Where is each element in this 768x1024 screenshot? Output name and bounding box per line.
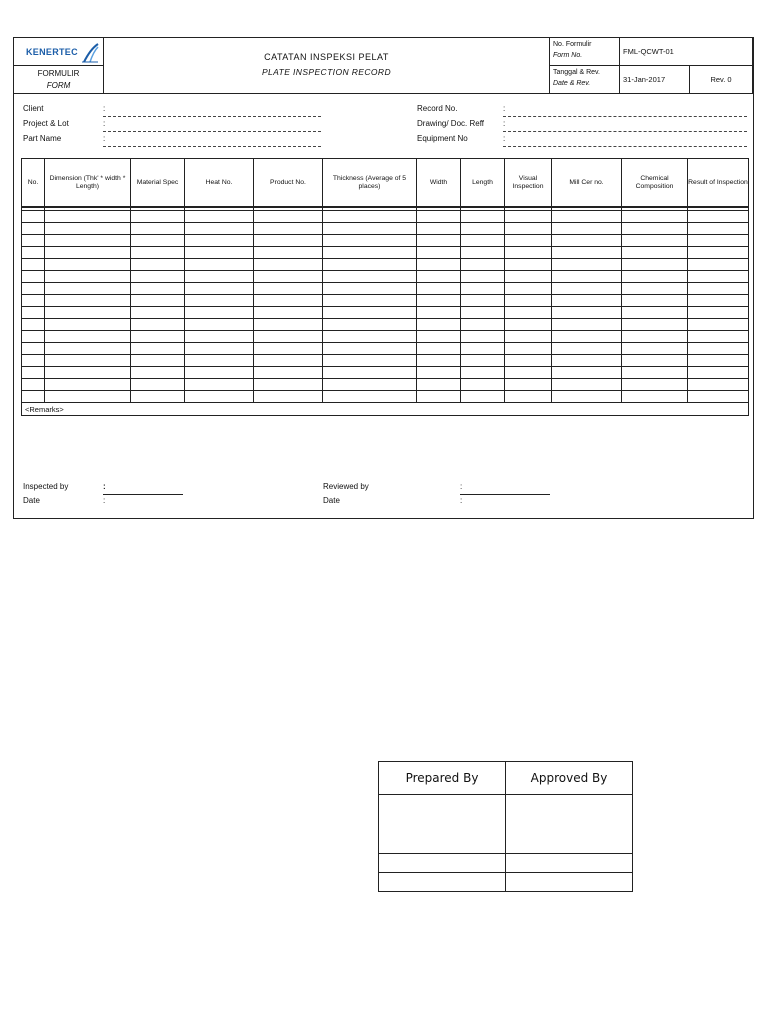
table-cell[interactable] — [323, 367, 417, 379]
table-cell[interactable] — [45, 235, 131, 247]
col-header-mill-cert-no: Mill Cer no. — [552, 159, 622, 208]
table-cell[interactable] — [22, 283, 45, 295]
table-cell[interactable] — [461, 283, 505, 295]
table-header-row — [22, 159, 749, 208]
col-header-width: Width — [417, 159, 461, 208]
table-cell[interactable] — [461, 355, 505, 367]
table-cell[interactable] — [131, 307, 185, 319]
inspection-form-sheet — [13, 37, 754, 519]
drawing-ref-colon: : — [503, 119, 506, 128]
logo-cell — [14, 38, 104, 66]
table-cell[interactable] — [323, 223, 417, 235]
table-cell[interactable] — [461, 319, 505, 331]
equipment-no-label: Equipment No — [417, 134, 468, 143]
approval-box — [378, 761, 633, 892]
table-cell[interactable] — [254, 295, 323, 307]
table-cell[interactable] — [622, 307, 688, 319]
table-row — [22, 307, 749, 319]
table-row — [22, 355, 749, 367]
table-cell[interactable] — [688, 211, 749, 223]
table-cell[interactable] — [417, 235, 461, 247]
col-header-material-spec: Material Spec — [131, 159, 185, 208]
table-cell[interactable] — [22, 319, 45, 331]
rev-value-cell — [690, 66, 753, 93]
table-cell[interactable] — [131, 295, 185, 307]
table-cell[interactable] — [622, 223, 688, 235]
approval-signature-row — [379, 795, 633, 854]
form-header — [14, 38, 753, 94]
table-row — [22, 247, 749, 259]
table-cell[interactable] — [688, 307, 749, 319]
table-cell[interactable] — [185, 319, 254, 331]
table-cell[interactable] — [185, 331, 254, 343]
form-title: CATATAN INSPEKSI PELAT — [264, 52, 389, 62]
table-cell[interactable] — [505, 331, 552, 343]
table-cell[interactable] — [45, 343, 131, 355]
remarks-cell[interactable]: <Remarks> — [22, 403, 749, 416]
table-cell[interactable] — [45, 295, 131, 307]
remarks-row — [22, 403, 749, 416]
table-cell[interactable] — [22, 367, 45, 379]
part-name-input-line[interactable] — [103, 146, 321, 147]
table-cell[interactable] — [323, 259, 417, 271]
table-cell[interactable] — [622, 319, 688, 331]
table-cell[interactable] — [552, 271, 622, 283]
table-cell[interactable] — [131, 259, 185, 271]
table-cell[interactable] — [22, 355, 45, 367]
inspection-table — [21, 158, 749, 416]
table-cell[interactable] — [688, 247, 749, 259]
table-cell[interactable] — [417, 331, 461, 343]
table-cell[interactable] — [461, 307, 505, 319]
table-cell[interactable] — [45, 283, 131, 295]
table-cell[interactable] — [254, 283, 323, 295]
table-cell[interactable] — [185, 307, 254, 319]
project-lot-input-line[interactable] — [103, 131, 321, 132]
table-cell[interactable] — [131, 247, 185, 259]
part-name-colon: : — [103, 134, 106, 143]
table-cell[interactable] — [622, 247, 688, 259]
table-cell[interactable] — [688, 343, 749, 355]
table-cell[interactable] — [417, 367, 461, 379]
table-cell[interactable] — [22, 295, 45, 307]
form-no-value: FML-QCWT-01 — [623, 47, 674, 56]
table-cell[interactable] — [185, 271, 254, 283]
table-cell[interactable] — [505, 319, 552, 331]
client-input-line[interactable] — [103, 116, 321, 117]
col-header-visual-inspection: Visual Inspection — [505, 159, 552, 208]
table-cell[interactable] — [131, 223, 185, 235]
inspected-date-colon: : — [103, 496, 106, 505]
approval-header-row — [379, 762, 633, 795]
table-cell[interactable] — [45, 271, 131, 283]
date-rev-label-cell — [550, 66, 620, 93]
date-rev-label-en: Date & Rev. — [553, 80, 591, 87]
table-cell[interactable] — [417, 259, 461, 271]
table-cell[interactable] — [323, 271, 417, 283]
table-cell[interactable] — [254, 343, 323, 355]
table-cell[interactable] — [185, 391, 254, 403]
table-cell[interactable] — [22, 391, 45, 403]
equipment-no-colon: : — [503, 134, 506, 143]
table-cell[interactable] — [185, 211, 254, 223]
table-cell[interactable] — [254, 379, 323, 391]
table-cell[interactable] — [22, 247, 45, 259]
table-cell[interactable] — [552, 283, 622, 295]
approval-date-row — [379, 873, 633, 892]
table-cell[interactable] — [254, 391, 323, 403]
table-cell[interactable] — [323, 343, 417, 355]
table-cell[interactable] — [688, 271, 749, 283]
table-cell[interactable] — [505, 355, 552, 367]
table-row — [22, 259, 749, 271]
project-lot-colon: : — [103, 119, 106, 128]
table-cell[interactable] — [505, 343, 552, 355]
inspected-by-signature-line[interactable] — [103, 494, 183, 495]
drawing-ref-label: Drawing/ Doc. Reff — [417, 119, 484, 128]
table-cell[interactable] — [622, 235, 688, 247]
table-cell[interactable] — [622, 355, 688, 367]
record-no-label: Record No. — [417, 104, 458, 113]
table-cell[interactable] — [461, 247, 505, 259]
prepared-by-signature[interactable] — [379, 795, 506, 854]
table-cell[interactable] — [688, 319, 749, 331]
col-header-chemical-composition: Chemical Composition — [622, 159, 688, 208]
reviewed-by-label: Reviewed by — [323, 482, 369, 491]
table-body — [22, 207, 749, 416]
table-cell[interactable] — [254, 307, 323, 319]
table-cell[interactable] — [417, 283, 461, 295]
table-cell[interactable] — [417, 223, 461, 235]
table-cell[interactable] — [45, 367, 131, 379]
col-header-product-no: Product No. — [254, 159, 323, 208]
table-cell[interactable] — [505, 367, 552, 379]
inspected-date-label: Date — [23, 496, 40, 505]
form-label-cell — [14, 66, 104, 93]
table-cell[interactable] — [505, 247, 552, 259]
table-cell[interactable] — [552, 223, 622, 235]
table-cell[interactable] — [323, 211, 417, 223]
table-cell[interactable] — [323, 247, 417, 259]
table-cell[interactable] — [131, 319, 185, 331]
table-cell[interactable] — [622, 259, 688, 271]
prepared-by-date[interactable] — [379, 873, 506, 892]
table-cell[interactable] — [22, 235, 45, 247]
reviewed-by-colon: : — [460, 482, 463, 491]
approved-by-signature[interactable] — [506, 795, 633, 854]
form-no-label: No. Formulir — [553, 41, 592, 48]
table-cell[interactable] — [131, 235, 185, 247]
col-header-result: Result of Inspection — [688, 159, 749, 208]
table-cell[interactable] — [45, 319, 131, 331]
table-cell[interactable] — [22, 259, 45, 271]
table-cell[interactable] — [622, 343, 688, 355]
table-cell[interactable] — [505, 223, 552, 235]
form-subtitle: PLATE INSPECTION RECORD — [261, 67, 391, 77]
table-cell[interactable] — [45, 223, 131, 235]
reviewed-date-colon: : — [460, 496, 463, 505]
table-cell[interactable] — [45, 391, 131, 403]
table-cell[interactable] — [45, 307, 131, 319]
table-cell[interactable] — [254, 319, 323, 331]
table-cell[interactable] — [461, 391, 505, 403]
table-cell[interactable] — [131, 211, 185, 223]
form-no-label-cell — [550, 38, 620, 66]
record-no-input-line[interactable] — [503, 116, 747, 117]
table-cell[interactable] — [552, 331, 622, 343]
table-cell[interactable] — [461, 331, 505, 343]
table-row — [22, 331, 749, 343]
prepared-by-header: Prepared By — [379, 762, 506, 795]
table-row — [22, 319, 749, 331]
table-cell[interactable] — [622, 367, 688, 379]
table-row — [22, 223, 749, 235]
table-cell[interactable] — [622, 379, 688, 391]
company-logo-icon — [80, 42, 100, 64]
table-cell[interactable] — [45, 331, 131, 343]
form-label-en: FORM — [46, 81, 71, 90]
col-header-length: Length — [461, 159, 505, 208]
table-row — [22, 343, 749, 355]
table-cell[interactable] — [22, 307, 45, 319]
table-cell[interactable] — [417, 295, 461, 307]
table-cell[interactable] — [622, 295, 688, 307]
table-cell[interactable] — [185, 343, 254, 355]
table-cell[interactable] — [688, 391, 749, 403]
table-cell[interactable] — [688, 367, 749, 379]
col-header-heat-no: Heat No. — [185, 159, 254, 208]
table-cell[interactable] — [185, 283, 254, 295]
table-cell[interactable] — [323, 283, 417, 295]
table-cell[interactable] — [461, 211, 505, 223]
table-cell[interactable] — [131, 367, 185, 379]
table-row — [22, 283, 749, 295]
table-cell[interactable] — [254, 331, 323, 343]
table-cell[interactable] — [622, 391, 688, 403]
table-cell[interactable] — [417, 343, 461, 355]
table-cell[interactable] — [185, 355, 254, 367]
table-cell[interactable] — [45, 247, 131, 259]
table-row — [22, 211, 749, 223]
table-cell[interactable] — [552, 367, 622, 379]
table-cell[interactable] — [185, 235, 254, 247]
table-cell[interactable] — [505, 283, 552, 295]
table-cell[interactable] — [552, 211, 622, 223]
approved-by-date[interactable] — [506, 873, 633, 892]
title-cell — [104, 38, 550, 93]
table-cell[interactable] — [131, 379, 185, 391]
table-cell[interactable] — [688, 379, 749, 391]
table-cell[interactable] — [505, 235, 552, 247]
table-cell[interactable] — [417, 307, 461, 319]
table-cell[interactable] — [505, 295, 552, 307]
table-cell[interactable] — [131, 343, 185, 355]
table-cell[interactable] — [505, 259, 552, 271]
table-cell[interactable] — [688, 283, 749, 295]
table-row — [22, 367, 749, 379]
table-cell[interactable] — [505, 211, 552, 223]
col-header-dimension: Dimension (Thk' * width * Length) — [45, 159, 131, 208]
rev-value: Rev. 0 — [710, 75, 732, 84]
table-cell[interactable] — [461, 223, 505, 235]
table-cell[interactable] — [254, 235, 323, 247]
table-cell[interactable] — [417, 271, 461, 283]
table-cell[interactable] — [185, 259, 254, 271]
table-cell[interactable] — [461, 259, 505, 271]
form-label: FORMULIR — [37, 69, 80, 78]
record-no-colon: : — [503, 104, 506, 113]
col-header-thickness: Thickness (Average of 5 places) — [323, 159, 417, 208]
form-no-value-cell — [620, 38, 753, 66]
inspected-by-colon: : — [103, 482, 106, 491]
table-cell[interactable] — [505, 271, 552, 283]
equipment-no-input-line[interactable] — [503, 146, 747, 147]
reviewed-by-signature-line[interactable] — [460, 494, 550, 495]
table-cell[interactable] — [45, 211, 131, 223]
table-cell[interactable] — [552, 391, 622, 403]
table-cell[interactable] — [622, 331, 688, 343]
table-cell[interactable] — [622, 283, 688, 295]
table-cell[interactable] — [22, 223, 45, 235]
table-cell[interactable] — [688, 355, 749, 367]
table-cell[interactable] — [552, 343, 622, 355]
table-cell[interactable] — [22, 343, 45, 355]
table-cell[interactable] — [131, 283, 185, 295]
table-cell[interactable] — [417, 211, 461, 223]
col-header-no: No. — [22, 159, 45, 208]
table-cell[interactable] — [552, 295, 622, 307]
table-cell[interactable] — [45, 379, 131, 391]
table-cell[interactable] — [505, 391, 552, 403]
table-cell[interactable] — [688, 223, 749, 235]
table-cell[interactable] — [323, 391, 417, 403]
table-cell[interactable] — [417, 391, 461, 403]
date-value-cell — [620, 66, 690, 93]
table-cell[interactable] — [185, 223, 254, 235]
table-cell[interactable] — [254, 367, 323, 379]
table-cell[interactable] — [185, 247, 254, 259]
table-cell[interactable] — [552, 355, 622, 367]
table-cell[interactable] — [552, 319, 622, 331]
table-cell[interactable] — [254, 271, 323, 283]
table-cell[interactable] — [622, 211, 688, 223]
table-cell[interactable] — [461, 235, 505, 247]
table-cell[interactable] — [323, 355, 417, 367]
table-cell[interactable] — [131, 271, 185, 283]
client-label: Client — [23, 104, 44, 113]
table-cell[interactable] — [688, 331, 749, 343]
table-row — [22, 235, 749, 247]
table-cell[interactable] — [254, 259, 323, 271]
prepared-by-name[interactable] — [379, 854, 506, 873]
table-cell[interactable] — [323, 379, 417, 391]
table-cell[interactable] — [254, 355, 323, 367]
table-cell[interactable] — [22, 211, 45, 223]
project-lot-label: Project & Lot — [23, 119, 69, 128]
table-cell[interactable] — [417, 319, 461, 331]
table-row — [22, 271, 749, 283]
table-cell[interactable] — [461, 343, 505, 355]
table-cell[interactable] — [505, 307, 552, 319]
reviewed-date-label: Date — [323, 496, 340, 505]
part-name-label: Part Name — [23, 134, 62, 143]
form-no-label-en: Form No. — [553, 52, 583, 59]
client-colon: : — [103, 104, 106, 113]
table-cell[interactable] — [323, 331, 417, 343]
date-rev-label: Tanggal & Rev. — [553, 69, 600, 76]
table-cell[interactable] — [552, 247, 622, 259]
company-logo-text: KENERTEC — [26, 47, 78, 57]
table-cell[interactable] — [417, 247, 461, 259]
table-cell[interactable] — [22, 331, 45, 343]
table-row — [22, 391, 749, 403]
approval-name-row — [379, 854, 633, 873]
inspected-by-label: Inspected by — [23, 482, 69, 491]
table-cell[interactable] — [323, 307, 417, 319]
table-cell[interactable] — [254, 223, 323, 235]
table-cell[interactable] — [461, 271, 505, 283]
table-cell[interactable] — [461, 367, 505, 379]
table-cell[interactable] — [461, 379, 505, 391]
table-cell[interactable] — [185, 379, 254, 391]
table-cell[interactable] — [552, 235, 622, 247]
table-row — [22, 295, 749, 307]
approved-by-name[interactable] — [506, 854, 633, 873]
table-cell[interactable] — [323, 295, 417, 307]
table-cell[interactable] — [254, 247, 323, 259]
table-cell[interactable] — [323, 235, 417, 247]
table-cell[interactable] — [552, 379, 622, 391]
drawing-ref-input-line[interactable] — [503, 131, 747, 132]
table-cell[interactable] — [505, 379, 552, 391]
table-cell[interactable] — [323, 319, 417, 331]
table-cell[interactable] — [552, 307, 622, 319]
table-cell[interactable] — [22, 379, 45, 391]
table-cell[interactable] — [45, 259, 131, 271]
table-cell[interactable] — [688, 259, 749, 271]
table-cell[interactable] — [131, 355, 185, 367]
date-value: 31-Jan-2017 — [623, 75, 666, 84]
table-cell[interactable] — [254, 211, 323, 223]
table-cell[interactable] — [461, 295, 505, 307]
table-cell[interactable] — [131, 331, 185, 343]
table-cell[interactable] — [688, 235, 749, 247]
table-cell[interactable] — [131, 391, 185, 403]
table-cell[interactable] — [185, 295, 254, 307]
table-cell[interactable] — [688, 295, 749, 307]
table-cell[interactable] — [417, 379, 461, 391]
table-cell[interactable] — [622, 271, 688, 283]
table-cell[interactable] — [22, 271, 45, 283]
table-cell[interactable] — [417, 355, 461, 367]
table-row — [22, 379, 749, 391]
table-cell[interactable] — [185, 367, 254, 379]
approved-by-header: Approved By — [506, 762, 633, 795]
table-cell[interactable] — [45, 355, 131, 367]
table-cell[interactable] — [552, 259, 622, 271]
